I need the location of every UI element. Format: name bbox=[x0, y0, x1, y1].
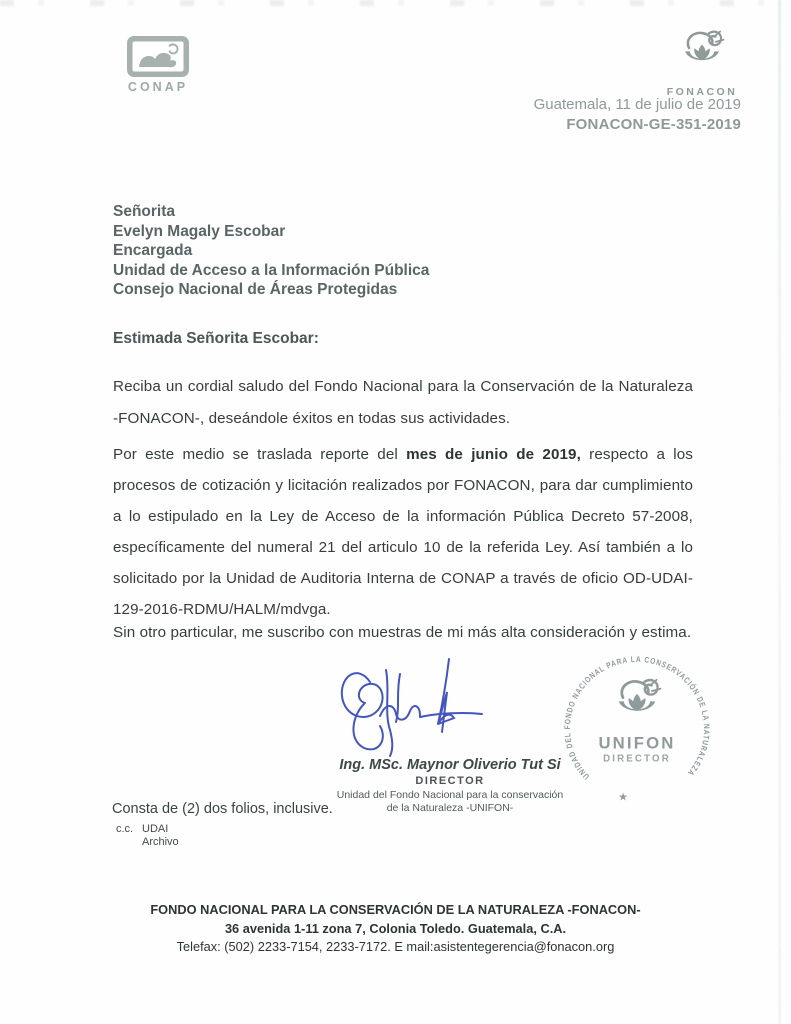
cc-block bbox=[116, 823, 179, 849]
paragraph-2-text: respecto a los procesos de cotización y licitación realizados por FONACON, para dar cumplimiento a lo estipulado en la Ley de Acceso de la información Pública Decreto 57-2008, específicamente del numeral 21 del articulo 10 de la referida Ley. Así también a lo solicitado por la Unidad de Auditoria Interna de CONAP a través de oficio OD-UDAI-129-2016-RDMU/HALM/mdvga. bbox=[113, 446, 693, 619]
director-stamp bbox=[556, 648, 718, 815]
signatory-unit-line1: Unidad del Fondo Nacional para la conservación bbox=[336, 789, 564, 801]
recipient-line: Encargada bbox=[113, 242, 193, 259]
recipient-line: Consejo Nacional de Áreas Protegidas bbox=[113, 281, 398, 298]
date-line: Guatemala, 11 de julio de 2019 bbox=[533, 96, 741, 113]
recipient-line: Señorita bbox=[113, 203, 176, 220]
body-paragraph-1: Reciba un cordial saludo del Fondo Nacional para la Conservación de la Naturaleza -FONACON-, deseándole éxitos en todas sus actividades. bbox=[113, 378, 693, 428]
folio-note: Consta de (2) dos folios, inclusive. bbox=[112, 801, 333, 817]
footer-contact: Telefax: (502) 2233-7154, 2233-7172. E mail:asistentegerencia@fonacon.org bbox=[176, 939, 615, 954]
handwritten-signature bbox=[334, 656, 486, 765]
salutation: Estimada Señorita Escobar: bbox=[113, 330, 319, 347]
conap-logo bbox=[113, 34, 203, 101]
signatory-block bbox=[334, 757, 566, 814]
cc-label: c.c. bbox=[116, 823, 134, 835]
signatory-unit-line2: de la Naturaleza -UNIFON- bbox=[386, 801, 514, 814]
scan-noise-artifact bbox=[0, 0, 791, 6]
footer-address: 36 avenida 1-11 zona 7, Colonia Toledo. Guatemala, C.A. bbox=[224, 920, 567, 936]
cc-item: UDAI bbox=[142, 823, 169, 835]
recipient-block bbox=[113, 202, 429, 300]
signatory-unit bbox=[334, 789, 566, 814]
recipient-line: Evelyn Magaly Escobar bbox=[113, 222, 286, 240]
footer-org-name: FONDO NACIONAL PARA LA CONSERVACIÓN DE LA NATURALEZA -FONACON- bbox=[150, 902, 641, 917]
scan-edge-line bbox=[778, 0, 781, 1024]
letter-footer bbox=[0, 901, 791, 957]
cc-spacer bbox=[116, 836, 142, 849]
stamp-center-name: UNIFON bbox=[598, 733, 676, 753]
signature-ink-icon bbox=[334, 656, 486, 760]
stamp-center-title: DIRECTOR bbox=[603, 753, 671, 765]
date-block bbox=[534, 95, 741, 135]
signatory-name: Ing. MSc. Maynor Oliverio Tut Si bbox=[339, 757, 561, 773]
body-paragraph-3: Sin otro particular, me suscribo con muestras de mi más alta consideración y estima. bbox=[113, 624, 692, 642]
conap-emblem-icon bbox=[113, 34, 203, 96]
paragraph-2-text: Por este medio se traslada reporte del bbox=[113, 446, 407, 464]
reference-number: FONACON-GE-351-2019 bbox=[566, 116, 741, 133]
stamp-squirrel-icon bbox=[619, 680, 661, 711]
conap-logo-label: CONAP bbox=[127, 80, 189, 94]
cc-item: Archivo bbox=[142, 836, 179, 848]
recipient-line: Unidad de Acceso a la Información Pública bbox=[113, 261, 430, 279]
paragraph-2-bold-date: mes de junio de 2019, bbox=[406, 446, 581, 464]
signatory-title: DIRECTOR bbox=[415, 775, 485, 787]
fonacon-squirrel-icon bbox=[654, 28, 750, 102]
fonacon-logo-label: FONACON bbox=[666, 86, 738, 98]
body-paragraph-2 bbox=[113, 439, 693, 625]
stamp-star-icon: ★ bbox=[618, 791, 628, 804]
stamp-ring-text: UNIDAD DEL FONDO NACIONAL PARA LA CONSERVACIÓN DE LA NATURALEZA bbox=[563, 654, 712, 782]
stamp-icon bbox=[556, 648, 718, 810]
